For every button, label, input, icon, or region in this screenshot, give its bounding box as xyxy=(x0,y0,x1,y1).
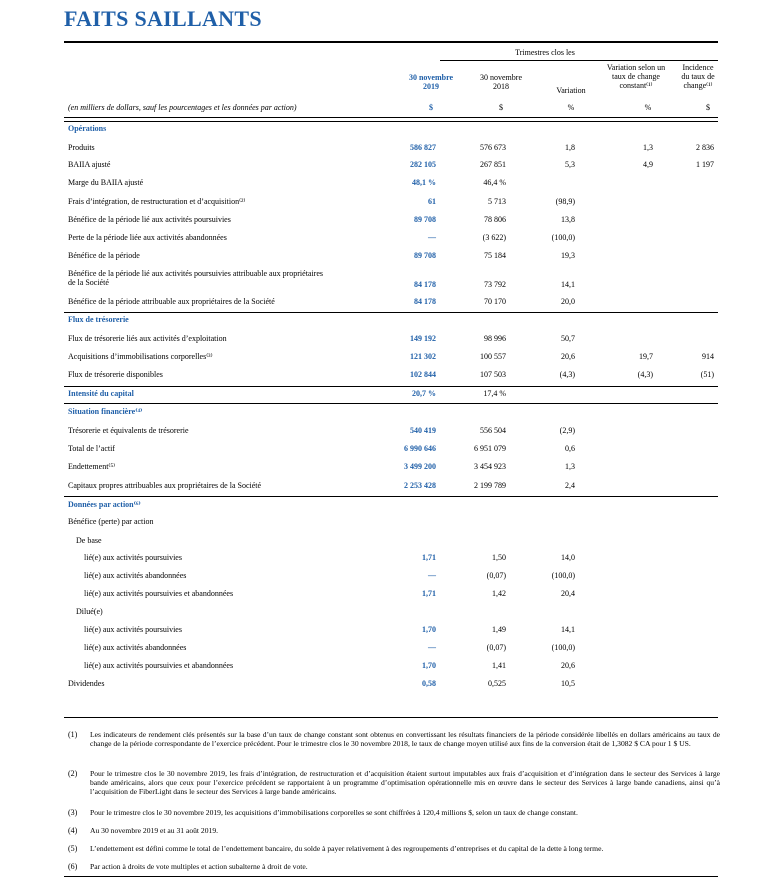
row-value-c3: 0,6 xyxy=(565,444,575,453)
row-value-c1: 0,58 xyxy=(422,679,436,688)
section-rule xyxy=(64,386,718,387)
section-rule xyxy=(64,403,718,404)
footnote-number: (6) xyxy=(68,862,78,871)
row-value-c2: 1,41 xyxy=(492,661,506,670)
header-rule xyxy=(64,117,718,118)
header-col3-line: Variation xyxy=(556,86,586,95)
row-value-c1: 84 178 xyxy=(414,297,436,306)
row-value-c3: (100,0) xyxy=(551,571,575,580)
row-label: lié(e) aux activités poursuivies et abandonnées xyxy=(84,589,234,598)
row-value-c1: — xyxy=(428,233,436,242)
row-value-c2: 78 806 xyxy=(484,215,506,224)
row-value-c3: 13,8 xyxy=(561,215,575,224)
row-value-c2: 556 504 xyxy=(480,426,506,435)
footnote-text: Au 30 novembre 2019 et au 31 août 2019. xyxy=(90,826,219,835)
row-value-c3: (4,3) xyxy=(559,370,575,379)
row-value-c1: 1,71 xyxy=(422,589,436,598)
row-value-c2: 75 184 xyxy=(484,251,506,260)
row-value-c2: 576 673 xyxy=(480,143,506,152)
row-value-c1: 282 105 xyxy=(410,160,436,169)
row-value-c2: 46,4 % xyxy=(483,178,506,187)
symbol-col1: $ xyxy=(429,103,433,112)
row-value-c3: 20,4 xyxy=(561,589,575,598)
row-label: Flux de trésorerie disponibles xyxy=(68,370,163,379)
row-label: Produits xyxy=(68,143,95,152)
row-value-c2: 73 792 xyxy=(484,280,506,289)
row-label: lié(e) aux activités abandonnées xyxy=(84,643,187,652)
row-value-c1: 586 827 xyxy=(410,143,436,152)
symbol-col4: % xyxy=(644,103,652,112)
row-value-c4: 4,9 xyxy=(643,160,653,169)
row-label: lié(e) aux activités abandonnées xyxy=(84,571,187,580)
row-value-c2: (3 622) xyxy=(482,233,506,242)
header-col5-line: change⁽¹⁾ xyxy=(683,81,713,90)
row-value-c2: 267 851 xyxy=(480,160,506,169)
row-label: lié(e) aux activités poursuivies xyxy=(84,553,182,562)
row-value-c1: 1,71 xyxy=(422,553,436,562)
row-label: Bénéfice (perte) par action xyxy=(68,517,154,526)
top-rule xyxy=(64,41,718,43)
section-heading: Données par action⁽⁶⁾ xyxy=(68,500,141,509)
row-value-c3: (98,9) xyxy=(555,197,575,206)
row-value-c5: (51) xyxy=(700,370,714,379)
footnote-number: (5) xyxy=(68,844,78,853)
row-value-c1: 6 990 646 xyxy=(404,444,436,453)
row-value-c5: 1 197 xyxy=(696,160,714,169)
header-col4-line: constant⁽¹⁾ xyxy=(619,81,653,90)
row-value-c2: 0,525 xyxy=(488,679,506,688)
row-label: Bénéfice de la période attribuable aux propriétaires de la Société xyxy=(68,297,275,306)
footnote-text: Pour le trimestre clos le 30 novembre 2019, les frais d’intégration, de restructuration et d’acquisition étaient surtout imputables aux frais d’acquisition et d’intégration dans le secteur des Services à large bande américains, alors que ceux pour l’exercice précédent se rapportaient à un programme d’optimisation opérationnelle mis en œuvre dans le secteur des Services à large bande canadiens, ainsi qu’à l’acquisition de FiberLight dans le secteur des Services à large bande américains. xyxy=(90,769,720,796)
footnote-number: (2) xyxy=(68,769,78,778)
row-value-c2: 98 996 xyxy=(484,334,506,343)
row-value-c3: 14,0 xyxy=(561,553,575,562)
footnote-text: L’endettement est défini comme le total de l’endettement bancaire, du solde à payer relativement à des regroupements d’entreprises et du capital de la dette à long terme. xyxy=(90,844,604,853)
row-value-c2: 17,4 % xyxy=(483,389,506,398)
row-value-c1: 61 xyxy=(428,197,436,206)
row-value-c2: 3 454 923 xyxy=(474,462,506,471)
section-rule xyxy=(64,496,718,497)
row-value-c3: 20,6 xyxy=(561,661,575,670)
section-heading: Intensité du capital xyxy=(68,389,134,398)
row-label: Bénéfice de la période xyxy=(68,251,140,260)
row-value-c2: (0,07) xyxy=(486,571,506,580)
header-col2-line: 2018 xyxy=(493,82,509,91)
section-heading: Situation financière⁽⁴⁾ xyxy=(68,407,143,416)
row-label: Trésorerie et équivalents de trésorerie xyxy=(68,426,189,435)
row-value-c1: — xyxy=(428,643,436,652)
row-value-c1: 121 302 xyxy=(410,352,436,361)
row-label: Frais d’intégration, de restructuration et d’acquisition⁽²⁾ xyxy=(68,197,246,206)
row-label: lié(e) aux activités poursuivies et abandonnées xyxy=(84,661,234,670)
row-value-c3: (2,9) xyxy=(559,426,575,435)
row-value-c3: 19,3 xyxy=(561,251,575,260)
row-value-c1: 540 419 xyxy=(410,426,436,435)
symbol-col3: % xyxy=(567,103,575,112)
row-label: Endettement⁽⁵⁾ xyxy=(68,462,116,471)
footnote-text: Les indicateurs de rendement clés présentés sur la base d’un taux de change constant sont obtenus en convertissant les résultats financiers de la période considérée libellés en dollars américains au taux de change de la période correspondante de l’exercice précédent. Pour le trimestre clos le 30 novembre 2018, le taux de change moyen utilisé aux fins de la conversion était de 1,3082 $ CA pour 1 $ US. xyxy=(90,730,720,748)
row-label: Perte de la période liée aux activités abandonnées xyxy=(68,233,227,242)
row-label: De base xyxy=(76,536,102,545)
row-value-c2: 1,50 xyxy=(492,553,506,562)
row-label: Flux de trésorerie liés aux activités d’exploitation xyxy=(68,334,227,343)
row-value-c3: 14,1 xyxy=(561,625,575,634)
row-value-c1: 3 499 200 xyxy=(404,462,436,471)
row-value-c3: (100,0) xyxy=(551,233,575,242)
row-label: Capitaux propres attribuables aux propriétaires de la Société xyxy=(68,481,262,490)
row-value-c5: 914 xyxy=(702,352,714,361)
footnotes-top-rule xyxy=(64,717,718,718)
header-col1-line: 2019 xyxy=(423,82,439,91)
header-col4-line: taux de change xyxy=(612,72,660,81)
row-value-c3: 2,4 xyxy=(565,481,575,490)
row-value-c2: 70 170 xyxy=(484,297,506,306)
row-value-c4: 1,3 xyxy=(643,143,653,152)
row-value-c2: 2 199 789 xyxy=(474,481,506,490)
row-value-c1: 102 844 xyxy=(410,370,436,379)
row-label: Dividendes xyxy=(68,679,105,688)
row-label: lié(e) aux activités poursuivies xyxy=(84,625,182,634)
row-value-c1: 149 192 xyxy=(410,334,436,343)
period-group-rule xyxy=(440,60,718,61)
row-value-c1: 84 178 xyxy=(414,280,436,289)
row-value-c3: (100,0) xyxy=(551,643,575,652)
section-heading: Opérations xyxy=(68,124,107,133)
row-value-c3: 14,1 xyxy=(561,280,575,289)
row-value-c2: 5 713 xyxy=(488,197,506,206)
footnote-number: (3) xyxy=(68,808,78,817)
period-group-label: Trimestres clos les xyxy=(515,48,575,57)
header-col1-line: 30 novembre xyxy=(408,73,454,82)
header-col4-line: Variation selon un xyxy=(606,63,666,72)
row-label: Dilué(e) xyxy=(76,607,103,616)
symbol-col2: $ xyxy=(499,103,503,112)
section-heading: Flux de trésorerie xyxy=(68,315,129,324)
row-value-c3: 1,3 xyxy=(565,462,575,471)
row-value-c2: 1,49 xyxy=(492,625,506,634)
row-value-c3: 20,0 xyxy=(561,297,575,306)
row-value-c5: 2 836 xyxy=(696,143,714,152)
row-label: BAIIA ajusté xyxy=(68,160,111,169)
header-col5-line: du taux de xyxy=(681,72,715,81)
row-label: Acquisitions d’immobilisations corporelles⁽³⁾ xyxy=(68,352,213,361)
footnote-number: (1) xyxy=(68,730,78,739)
row-value-c1: 48,1 % xyxy=(412,178,436,187)
page-title: FAITS SAILLANTS xyxy=(64,6,262,31)
units-note: (en milliers de dollars, sauf les pourcentages et les données par action) xyxy=(68,103,297,112)
row-value-c3: 20,6 xyxy=(561,352,575,361)
footnotes-bottom-rule xyxy=(64,876,718,877)
row-value-c2: 107 503 xyxy=(480,370,506,379)
row-value-c3: 50,7 xyxy=(561,334,575,343)
row-value-c1: — xyxy=(428,571,436,580)
row-value-c1: 1,70 xyxy=(422,661,436,670)
row-label: Bénéfice de la période lié aux activités poursuivies xyxy=(68,215,231,224)
row-value-c4: (4,3) xyxy=(637,370,653,379)
row-value-c3: 10,5 xyxy=(561,679,575,688)
row-value-c1: 20,7 % xyxy=(412,389,436,398)
footnote-number: (4) xyxy=(68,826,78,835)
row-label: Marge du BAIIA ajusté xyxy=(68,178,144,187)
symbol-col5: $ xyxy=(706,103,710,112)
row-label: Bénéfice de la période lié aux activités poursuivies attribuable aux propriétaires de la Société xyxy=(68,269,324,287)
row-label: Total de l’actif xyxy=(68,444,115,453)
footnote-text: Pour le trimestre clos le 30 novembre 2019, les acquisitions d’immobilisations corporelles se sont chiffrées à 120,4 millions $, selon un taux de change constant. xyxy=(90,808,578,817)
row-value-c2: 1,42 xyxy=(492,589,506,598)
header-col5-line: Incidence xyxy=(682,63,714,72)
row-value-c1: 1,70 xyxy=(422,625,436,634)
row-value-c1: 89 708 xyxy=(414,215,436,224)
row-value-c1: 2 253 428 xyxy=(404,481,436,490)
row-value-c3: 1,8 xyxy=(565,143,575,152)
row-value-c1: 89 708 xyxy=(414,251,436,260)
row-value-c3: 5,3 xyxy=(565,160,575,169)
section-rule xyxy=(64,121,718,122)
row-value-c2: (0,07) xyxy=(486,643,506,652)
section-rule xyxy=(64,312,718,313)
header-col2-line: 30 novembre xyxy=(480,73,522,82)
row-value-c2: 100 557 xyxy=(480,352,506,361)
row-value-c2: 6 951 079 xyxy=(474,444,506,453)
row-value-c4: 19,7 xyxy=(639,352,653,361)
footnote-text: Par action à droits de vote multiples et action subalterne à droit de vote. xyxy=(90,862,308,871)
